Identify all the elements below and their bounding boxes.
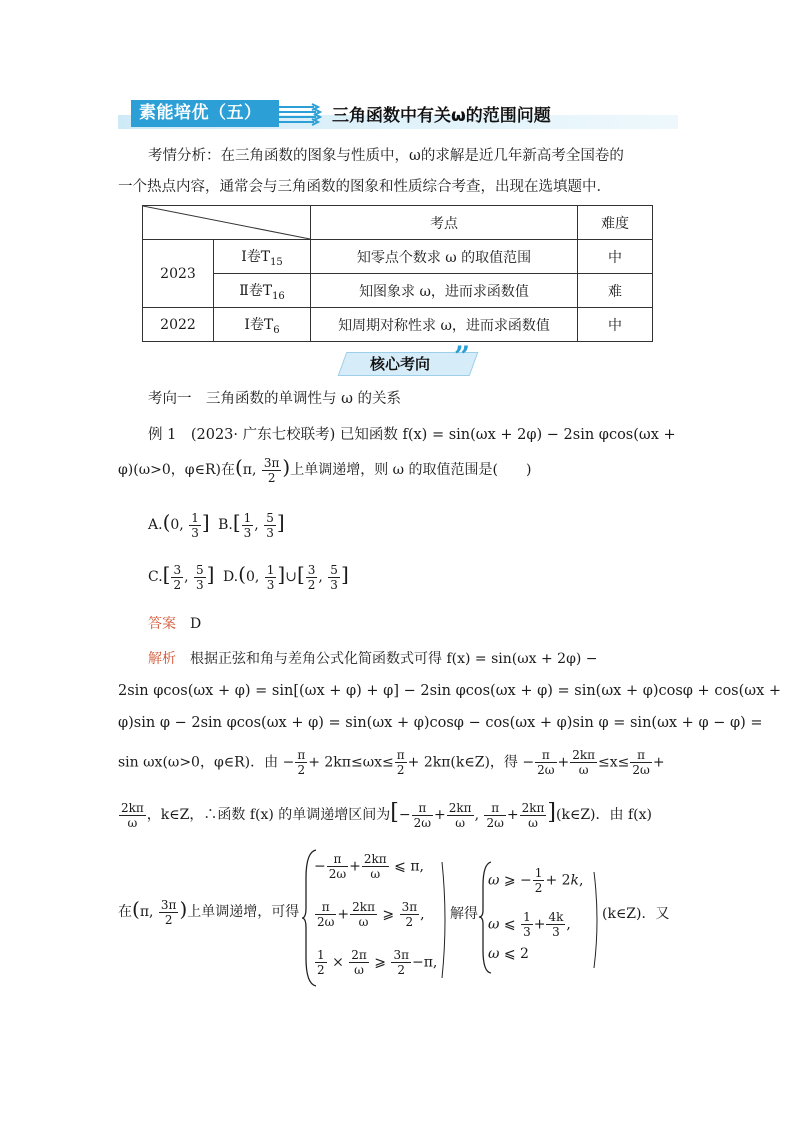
result-row-2: ω ⩽ $\frac{1}{3}$ + $\frac{4k}{3}$ , [488,910,571,939]
section-heading [342,340,480,376]
system-row-2: $\frac{\pi}{2\omega}$ + $\frac{2k\pi}{\omega}$ ⩾ $\frac{3\pi}{2}$ , [317,900,425,929]
paper-cell: Ⅱ卷$T_{16}$ [214,274,311,308]
year-cell: 2023 [143,240,214,308]
difficulty-cell: 中 [578,308,653,342]
analysis-line-6-end: (k∈Z)．又 [602,906,670,922]
difficulty-cell: 中 [578,240,653,274]
example-line-1: 例 1 (2023· 广东七校联考) 已知函数 f(x) = sin(ωx + 2φ) − 2sin φcos(ωx + [148,427,676,443]
point-cell: 知零点个数求 ω 的取值范围 [311,240,578,274]
intro-line-1: 考情分析：在三角函数的图象与性质中，ω的求解是近几年新高考全国卷的 [148,148,624,164]
table-row [143,274,653,308]
header-difficulty: 难度 [578,206,653,240]
option-a-b: A.(0, $\frac{1}{3}$ ] B.[ $\frac{1}{3}$ , $\frac{5}{3}$ ] [148,510,285,540]
exam-table [142,205,653,342]
solve-label: 解得 [450,906,478,922]
result-row-1: ω ⩾ − $\frac{1}{2}$ + 2k, [488,866,584,895]
table-header-row [143,206,653,240]
analysis-line-3: φ)sin φ − 2sin φcos(ωx + φ) = sin(ωx + φ)cosφ − cos(ωx + φ)sin φ = sin(ωx + φ − φ) = [118,715,763,731]
point-cell: 知周期对称性求 ω，进而求函数值 [311,308,578,342]
topic-line: 考向一 三角函数的单调性与 ω 的关系 [148,391,402,407]
point-cell: 知图象求 ω，进而求函数值 [311,274,578,308]
table-corner-cell [143,206,311,240]
chapter-banner [118,100,678,130]
header-point: 考点 [311,206,578,240]
fraction: $\frac{3\pi}{2}$ [263,455,280,485]
quote-mark-icon: ” [454,340,471,373]
result-row-3: ω ⩽ 2 [488,946,529,962]
intro-line-2: 一个热点内容，通常会与三角函数的图象和性质综合考查，出现在选填题中． [118,179,611,195]
paper-cell: Ⅰ卷$T_{15}$ [214,240,311,274]
banner-arrows-icon [278,102,322,126]
system-row-1: − $\frac{\pi}{2\omega}$ + $\frac{2k\pi}{\omega}$ ⩽ π, [314,852,424,881]
paper-cell: Ⅰ卷$T_6$ [214,308,311,342]
analysis-line-2: 2sin φcos(ωx + φ) = sin[(ωx + φ) + φ] − 2sin φcos(ωx + φ) = sin(ωx + φ)cosφ + cos(ωx + [118,683,782,699]
banner-title: 三角函数中有关ω的范围问题 [332,106,551,126]
table-row [143,308,653,342]
right-bracket-line [440,860,450,980]
section-heading-text: 核心考向 [370,355,431,373]
difficulty-cell: 难 [578,274,653,308]
diagonal-line [143,206,310,239]
answer-line: 答案 D [148,616,202,632]
option-c-d: C.[ $\frac{3}{2}$ , $\frac{5}{3}$ ] D.(0, $\frac{1}{3}$ ]∪[ $\frac{3}{2}$ , $\frac{5}{3}$ ] [148,562,349,592]
right-bracket-line [592,870,602,970]
analysis-line-6-start: 在(π, $\frac{3\pi}{2}$ )上单调递增，可得 [118,897,300,927]
table-row [143,240,653,274]
year-cell: 2022 [143,308,214,342]
system-row-3: $\frac{1}{2}$ × $\frac{2\pi}{\omega}$ ⩾ $\frac{3\pi}{2}$ −π, [317,948,438,977]
analysis-line-5: $\frac{2k\pi}{\omega}$ ，k∈Z，∴函数 f(x) 的单调递增区间为[− $\frac{\pi}{2\omega}$ + $\frac{2k\pi}{\omega}$ , $\frac{\pi}{2\omega}$ + $\frac{2k\pi}{\omega}$ ](k∈Z)．由 f(x) [121,800,652,830]
analysis-line-1: 解析 根据正弦和角与差角公式化简函数式可得 f(x) = sin(ωx + 2φ) − [148,651,598,667]
example-line-2: φ)(ω>0，φ∈R)在(π, $\frac{3\pi}{2}$ )上单调递增，则 ω 的取值范围是( ) [118,455,532,485]
analysis-line-4: sin ωx(ω>0，φ∈R)．由 − $\frac{\pi}{2}$ + 2kπ≤ωx≤ $\frac{\pi}{2}$ + 2kπ(k∈Z)，得 − $\frac{\pi}{2\omega}$ + $\frac{2k\pi}{\omega}$ ≤x≤ $\frac{\pi}{2\omega}$ + [118,748,665,777]
banner-tag: 素能培优（五） [131,100,279,127]
